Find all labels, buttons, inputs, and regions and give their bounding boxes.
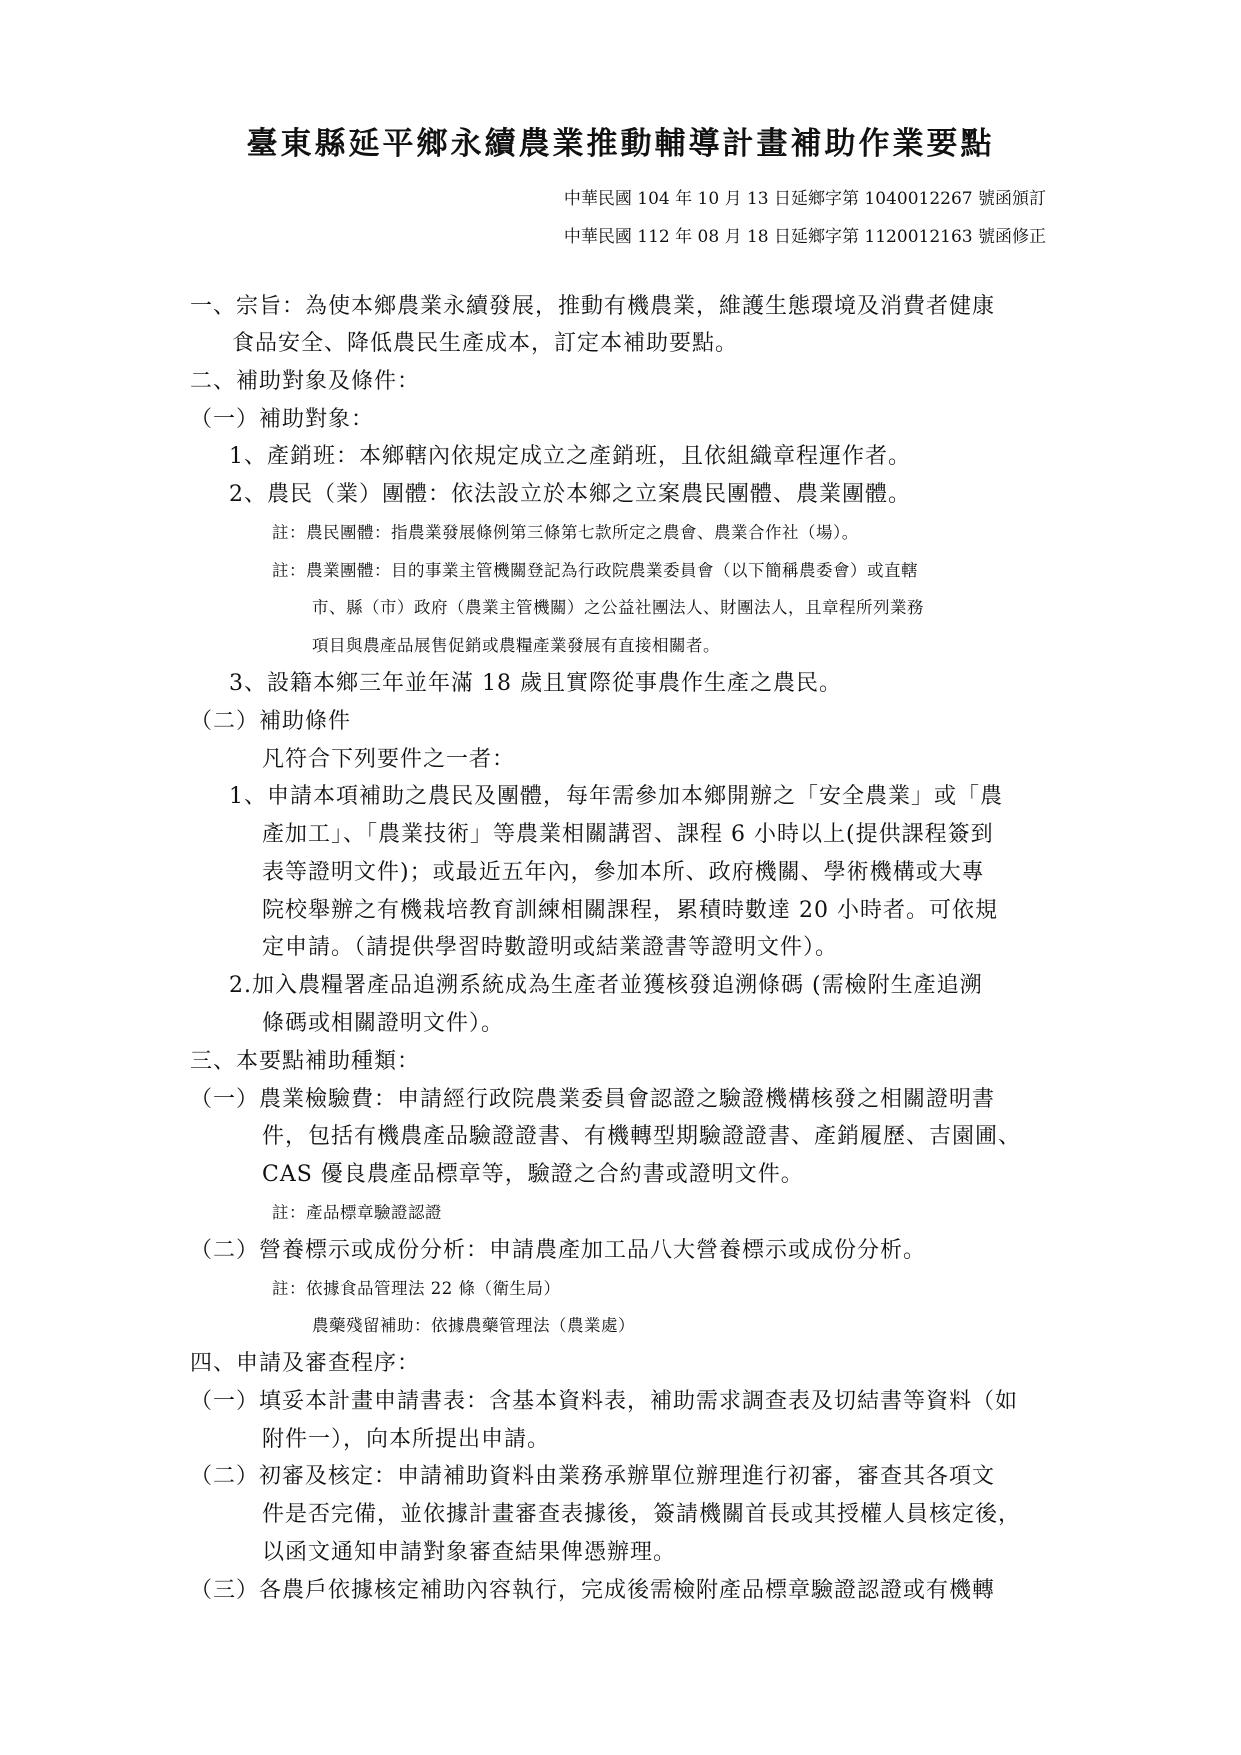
subsection-heading: （一）補助對象： xyxy=(190,407,375,432)
paragraph-line: 凡符合下列要件之一者： xyxy=(262,747,516,772)
section-4-heading: 四、申請及審查程序： xyxy=(190,1351,421,1376)
note-line: 註：產品標章驗證認證 xyxy=(272,1203,442,1222)
note-line: 註：依據食品管理法 22 條（衛生局） xyxy=(272,1279,561,1298)
note-line: 農藥殘留補助：依據農藥管理法（農業處） xyxy=(312,1316,635,1335)
list-item: 2、農民（業）團體：依法設立於本鄉之立案農民團體、農業團體。 xyxy=(229,482,911,507)
paragraph-line: CAS 優良農產品標章等，驗證之合約書或證明文件。 xyxy=(262,1162,804,1187)
note-line: 項目與農產品展售促銷或農糧產業發展有直接相關者。 xyxy=(312,636,720,655)
paragraph-line: 件，包括有機農產品驗證證書、有機轉型期驗證證書、產銷履歷、吉園圃、 xyxy=(262,1124,1022,1149)
subsection-heading: （二）補助條件 xyxy=(190,709,352,734)
document-title: 臺東縣延平鄉永續農業推動輔導計畫補助作業要點 xyxy=(246,126,995,162)
note-line: 市、縣（市）政府（農業主管機關）之公益社團法人、財團法人，且章程所列業務 xyxy=(312,598,924,617)
subsection-heading: （一）農業檢驗費：申請經行政院農業委員會認證之驗證機構核發之相關證明書 xyxy=(190,1087,996,1112)
paragraph-line: 件是否完備，並依據計畫審查表據後，簽請機關首長或其授權人員核定後， xyxy=(262,1502,1022,1527)
revised-note: 中華民國 112 年 08 月 18 日延鄉字第 1120012163 號函修正 xyxy=(563,227,1046,247)
section-3-heading: 三、本要點補助種類： xyxy=(190,1049,421,1074)
subsection-heading: （一）填妥本計畫申請書表：含基本資料表，補助需求調查表及切結書等資料（如 xyxy=(190,1389,1019,1414)
list-item: 3、設籍本鄉三年並年滿 18 歲且實際從事農作生產之農民。 xyxy=(229,671,842,696)
list-item: 2.加入農糧署產品追溯系統成為生產者並獲核發追溯條碼 (需檢附生產追溯 xyxy=(229,973,983,998)
note-line: 註：農業團體：目的事業主管機關登記為行政院農業委員會（以下簡稱農委會）或直轄 xyxy=(272,561,918,580)
section-2-heading: 二、補助對象及條件： xyxy=(190,369,421,394)
section-1-line: 一、宗旨：為使本鄉農業永續發展，推動有機農業，維護生態環境及消費者健康 xyxy=(190,294,996,319)
list-item-continued: 表等證明文件)；或最近五年內，參加本所、政府機關、學術機構或大專 xyxy=(262,860,985,885)
note-line: 註：農民團體：指農業發展條例第三條第七款所定之農會、農業合作社（場）。 xyxy=(272,523,859,542)
issued-note: 中華民國 104 年 10 月 13 日延鄉字第 1040012267 號函頒訂 xyxy=(563,189,1046,209)
list-item: 1、申請本項補助之農民及團體，每年需參加本鄉開辦之「安全農業」或「農 xyxy=(229,784,1003,809)
subsection-heading: （三）各農戶依據核定補助內容執行，完成後需檢附產品標章驗證認證或有機轉 xyxy=(190,1578,996,1603)
subsection-heading: （二）初審及核定：申請補助資料由業務承辦單位辦理進行初審，審查其各項文 xyxy=(190,1464,996,1489)
paragraph-line: 以函文通知申請對象審查結果俾憑辦理。 xyxy=(262,1540,677,1565)
subsection-heading: （二）營養標示或成份分析：申請農產加工品八大營養標示或成份分析。 xyxy=(190,1238,927,1263)
list-item-continued: 產加工」、「農業技術」等農業相關講習、課程 6 小時以上(提供課程簽到 xyxy=(262,822,994,847)
paragraph-line: 附件一），向本所提出申請。 xyxy=(262,1427,551,1452)
section-1-line: 食品安全、降低農民生產成本，訂定本補助要點。 xyxy=(232,331,739,356)
list-item: 1、產銷班：本鄉轄內依規定成立之產銷班，且依組織章程運作者。 xyxy=(229,444,911,469)
list-item-continued: 定申請。（請提供學習時數證明或結業證書等證明文件）。 xyxy=(262,935,839,960)
list-item-continued: 條碼或相關證明文件）。 xyxy=(262,1011,505,1036)
list-item-continued: 院校舉辦之有機栽培教育訓練相關課程，累積時數達 20 小時者。可依規 xyxy=(262,898,998,923)
